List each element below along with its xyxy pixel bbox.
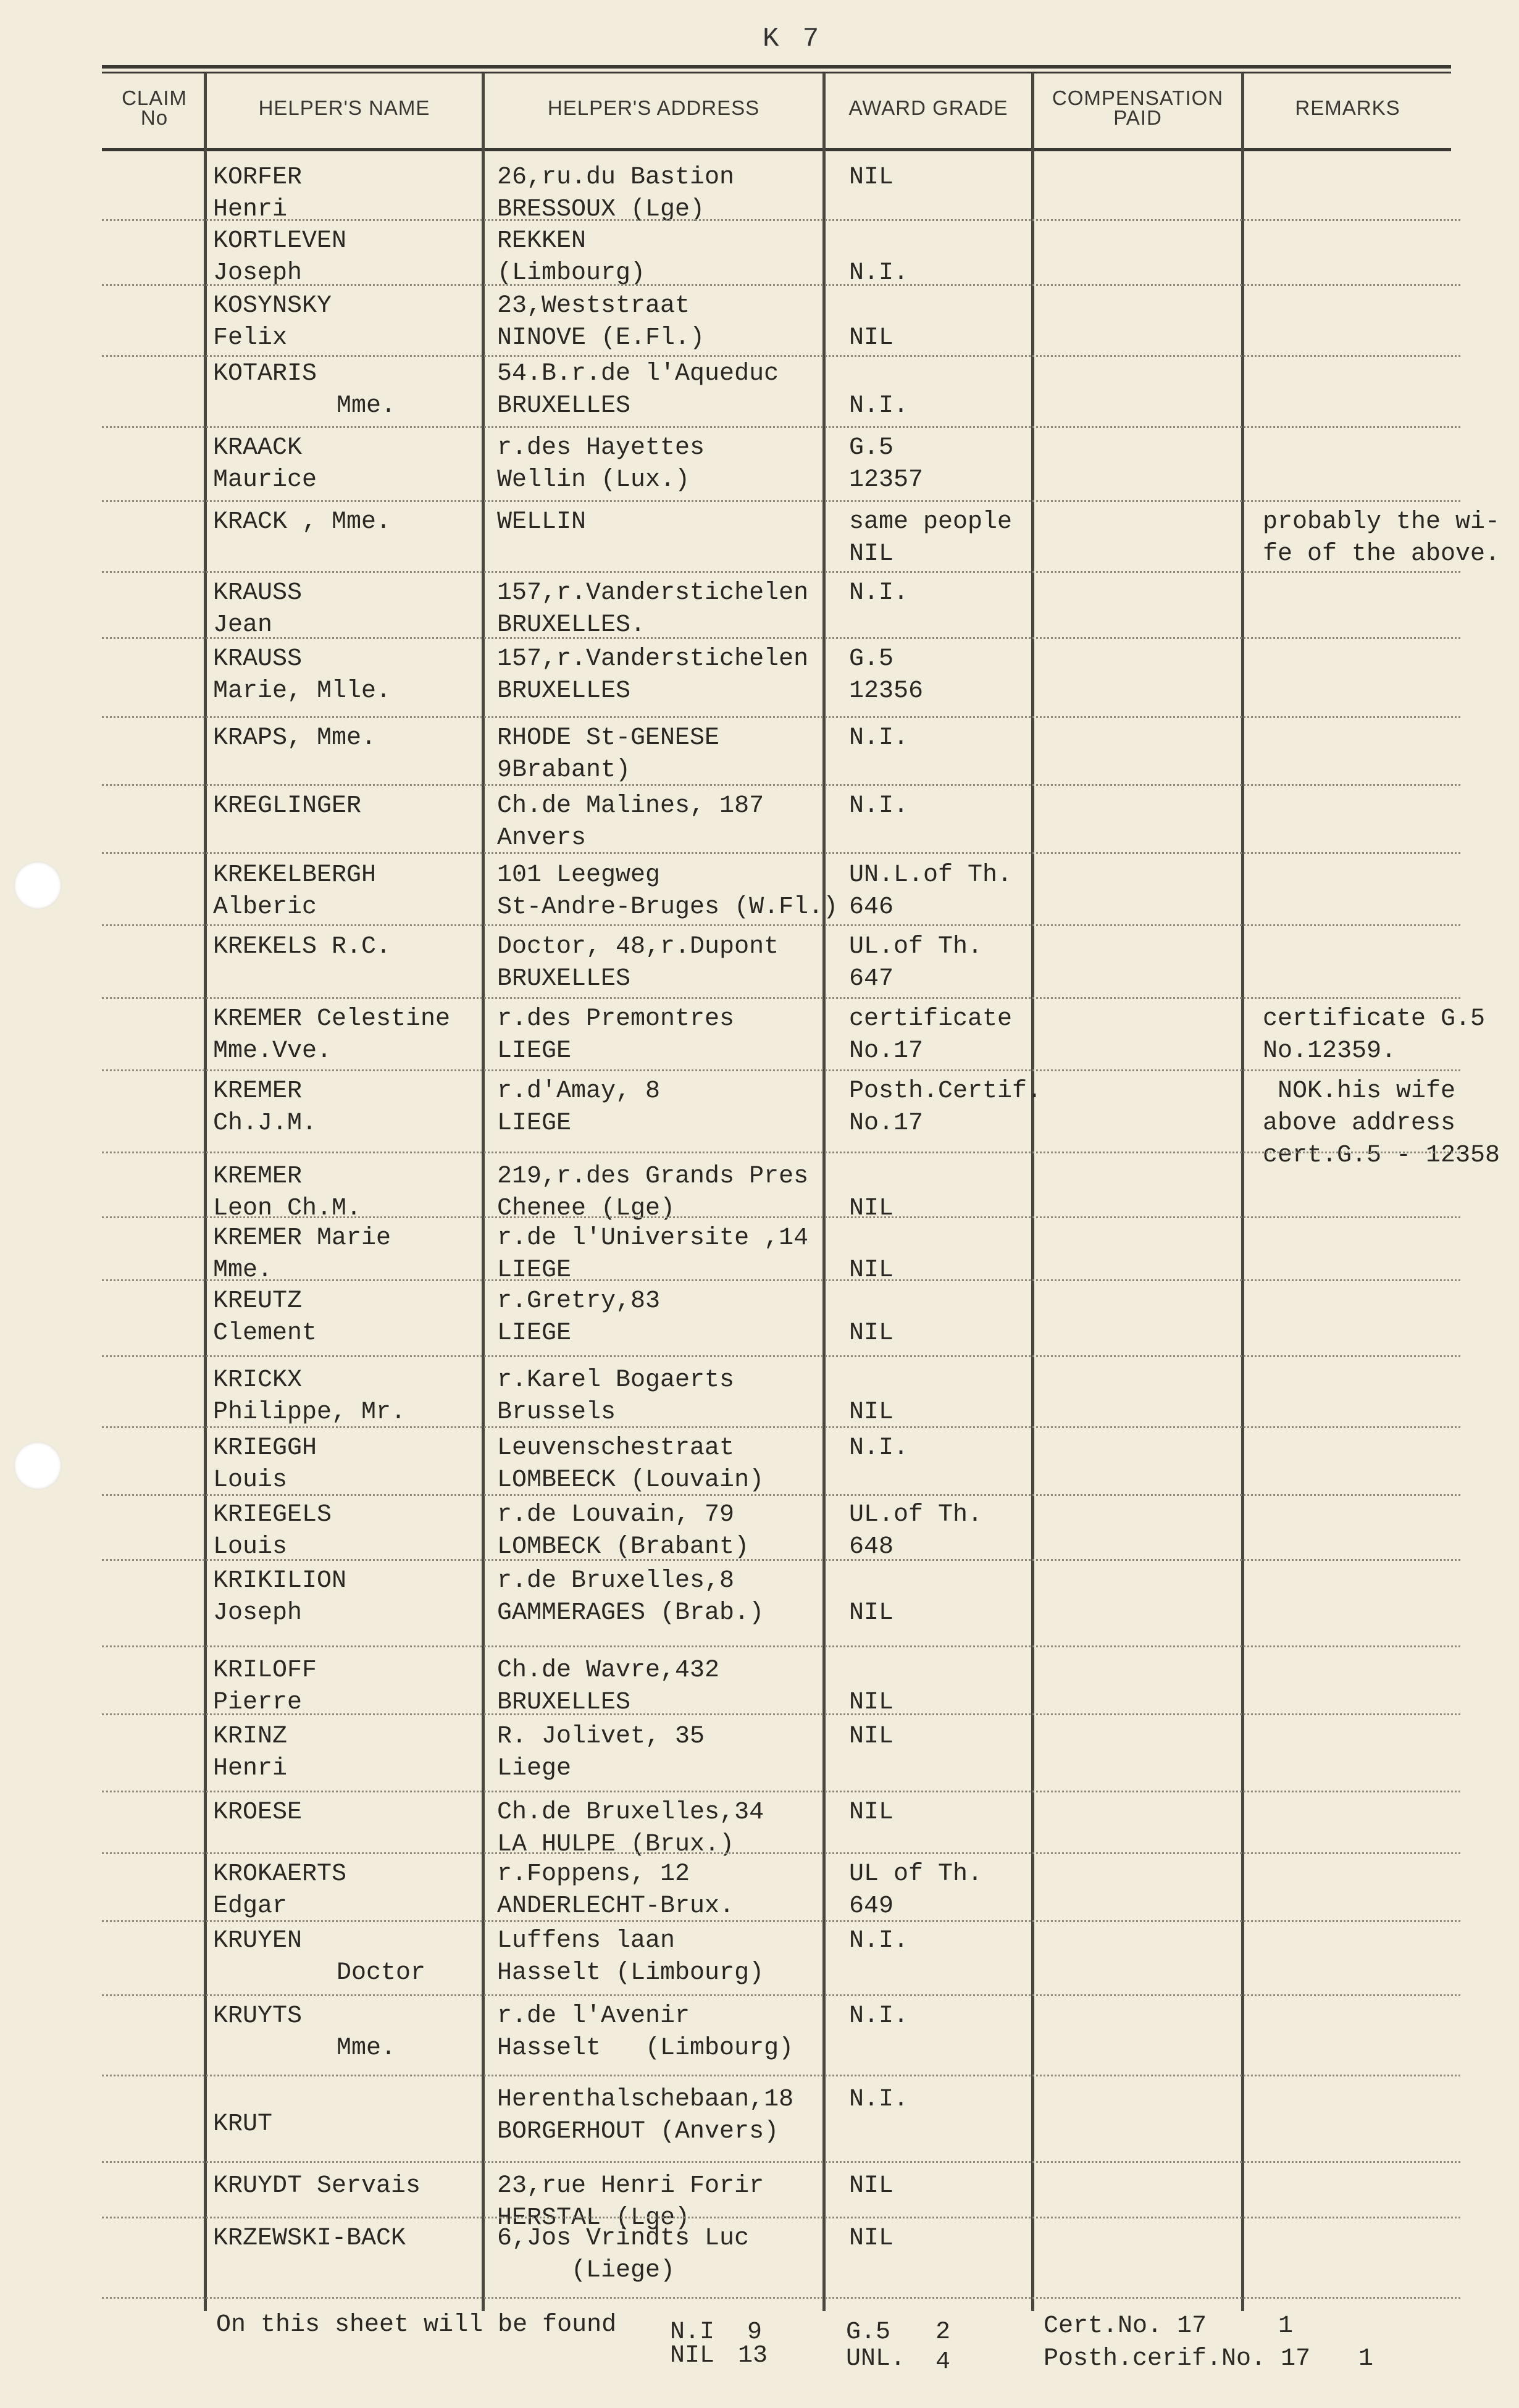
table-row	[0, 1655, 1519, 1716]
row-separator	[102, 2217, 1460, 2218]
award-grade: N.I.	[849, 1434, 909, 1462]
helper-address: BRUXELLES	[497, 392, 631, 420]
helper-name: Felix	[213, 324, 288, 352]
award-grade: NIL	[849, 164, 894, 191]
helper-name: KRUYTS	[213, 2002, 303, 2030]
helper-name: Mme.Vve.	[213, 1037, 332, 1065]
helper-name: Doctor	[337, 1959, 426, 1987]
table-row	[0, 1499, 1519, 1559]
helper-name: KRIKILION	[213, 1567, 347, 1595]
helper-address: NINOVE (E.Fl.)	[497, 324, 705, 352]
helper-name: KRIEGGH	[213, 1434, 317, 1462]
helper-address: 157,r.Vanderstichelen	[497, 645, 809, 673]
row-separator	[102, 284, 1460, 286]
helper-address: BRUXELLES	[497, 677, 631, 705]
award-grade: 649	[849, 1892, 894, 1920]
row-separator	[102, 1645, 1460, 1647]
award-grade: N.I.	[849, 392, 909, 420]
helper-name: KRAUSS	[213, 645, 303, 673]
row-separator	[102, 1279, 1460, 1281]
helper-name: KOTARIS	[213, 360, 317, 388]
award-grade: N.I.	[849, 724, 909, 752]
helper-address: LIEGE	[497, 1037, 572, 1065]
header-claim-no: CLAIM No	[122, 86, 187, 129]
helper-name: Henri	[213, 1755, 288, 1783]
helper-name: Maurice	[213, 466, 317, 494]
table-row	[0, 2000, 1519, 2075]
award-grade: NIL	[849, 1689, 894, 1716]
table-row	[0, 859, 1519, 924]
helper-address: 26,ru.du Bastion	[497, 164, 735, 191]
helper-name: Philippe, Mr.	[213, 1398, 406, 1426]
remarks: above address	[1263, 1110, 1456, 1137]
award-grade: NIL	[849, 1799, 894, 1826]
table-row	[0, 722, 1519, 784]
helper-name: KREKELS R.C.	[213, 933, 391, 961]
helper-address: Brussels	[497, 1398, 616, 1426]
award-grade: N.I.	[849, 792, 909, 820]
award-grade: N.I.	[849, 259, 909, 287]
helper-address: BORGERHOUT (Anvers)	[497, 2118, 779, 2146]
table-row	[0, 1003, 1519, 1069]
award-grade: 648	[849, 1533, 894, 1561]
row-separator	[102, 571, 1460, 573]
table-row	[0, 2170, 1519, 2232]
page-code: K 7	[763, 23, 823, 54]
award-grade: certificate	[849, 1005, 1013, 1033]
helper-name: KRAUSS	[213, 579, 303, 607]
award-grade: N.I.	[849, 2086, 909, 2113]
helper-address: 23,Weststraat	[497, 292, 690, 320]
table-row	[0, 1721, 1519, 1791]
table-row	[0, 1286, 1519, 1355]
footer-g5-label: G.5	[846, 2318, 891, 2346]
row-separator	[102, 1426, 1460, 1428]
header-compensation-paid: COMPENSATION PAID	[1052, 86, 1224, 129]
table-row	[0, 790, 1519, 852]
helper-name: Marie, Mlle.	[213, 677, 391, 705]
award-grade: No.17	[849, 1110, 924, 1137]
award-grade: NIL	[849, 1398, 894, 1426]
helper-address: ANDERLECHT-Brux.	[497, 1892, 735, 1920]
footer-unl-count: 4	[935, 2348, 951, 2376]
remarks: certificate G.5	[1263, 1005, 1486, 1033]
helper-name: Ch.J.M.	[213, 1110, 317, 1137]
row-separator	[102, 2075, 1460, 2076]
helper-name: KRINZ	[213, 1723, 288, 1750]
helper-address: Chenee (Lge)	[497, 1195, 676, 1223]
helper-address: Luffens laan	[497, 1927, 676, 1955]
helper-address: r.d'Amay, 8	[497, 1077, 661, 1105]
helper-address: Ch.de Wavre,432	[497, 1657, 720, 1684]
award-grade: N.I.	[849, 2002, 909, 2030]
row-separator	[102, 1069, 1460, 1071]
footer-posth-count: 1	[1358, 2345, 1374, 2373]
row-separator	[102, 2297, 1460, 2299]
row-separator	[102, 716, 1460, 718]
helper-address: REKKEN	[497, 227, 587, 255]
helper-address: 101 Leegweg	[497, 861, 661, 889]
helper-address: Leuvenschestraat	[497, 1434, 735, 1462]
helper-address: R. Jolivet, 35	[497, 1723, 705, 1750]
remarks: probably the wi-	[1263, 508, 1500, 536]
helper-name: KRICKX	[213, 1366, 303, 1394]
table-row	[0, 162, 1519, 224]
award-grade: 647	[849, 965, 894, 993]
helper-address: Wellin (Lux.)	[497, 466, 690, 494]
helper-address: r.Gretry,83	[497, 1287, 661, 1315]
award-grade: UL of Th.	[849, 1860, 983, 1888]
helper-address: BRUXELLES	[497, 965, 631, 993]
table-row	[0, 225, 1519, 287]
helper-address: r.de Louvain, 79	[497, 1501, 735, 1529]
table-row	[0, 2084, 1519, 2161]
helper-name: Louis	[213, 1466, 288, 1494]
helper-name: Henri	[213, 196, 288, 224]
award-grade: G.5	[849, 434, 894, 462]
footer-g5-count: 2	[935, 2318, 951, 2346]
header-helper-name: HELPER'S NAME	[258, 96, 430, 119]
helper-name: KRZEWSKI-BACK	[213, 2225, 406, 2252]
helper-address: LIEGE	[497, 1256, 572, 1284]
remarks: cert.G.5 - 12358	[1263, 1142, 1500, 1169]
helper-name: Edgar	[213, 1892, 288, 1920]
award-grade: NIL	[849, 2225, 894, 2252]
helper-name: KRACK , Mme.	[213, 508, 391, 536]
row-separator	[102, 997, 1460, 999]
helper-address: 23,rue Henri Forir	[497, 2172, 764, 2200]
helper-address: r.Karel Bogaerts	[497, 1366, 735, 1394]
table-row	[0, 577, 1519, 637]
row-separator	[102, 1994, 1460, 1996]
award-grade: NIL	[849, 1195, 894, 1223]
footer-posth-label: Posth.cerif.No. 17	[1044, 2345, 1311, 2373]
helper-address: LOMBECK (Brabant)	[497, 1533, 750, 1561]
award-grade: N.I.	[849, 1927, 909, 1955]
helper-name: KRAACK	[213, 434, 303, 462]
table-row	[0, 1365, 1519, 1426]
helper-address: GAMMERAGES (Brab.)	[497, 1599, 764, 1627]
helper-address: LA HULPE (Brux.)	[497, 1831, 735, 1858]
table-row	[0, 931, 1519, 997]
table-row	[0, 506, 1519, 571]
row-separator	[102, 852, 1460, 854]
award-grade: UL.of Th.	[849, 1501, 983, 1529]
helper-name: Alberic	[213, 893, 317, 921]
helper-address: Doctor, 48,r.Dupont	[497, 933, 779, 961]
award-grade: 12356	[849, 677, 924, 705]
helper-name: Mme.	[337, 2034, 396, 2062]
row-separator	[102, 1216, 1460, 1218]
helper-address: LIEGE	[497, 1110, 572, 1137]
helper-name: Clement	[213, 1319, 317, 1347]
table-row	[0, 643, 1519, 716]
helper-address: 54.B.r.de l'Aqueduc	[497, 360, 779, 388]
helper-address: HERSTAL (Lge)	[497, 2204, 690, 2232]
award-grade: UL.of Th.	[849, 933, 983, 961]
helper-name: KREMER Marie	[213, 1224, 391, 1252]
award-grade: N.I.	[849, 579, 909, 607]
award-grade: NIL	[849, 1599, 894, 1627]
helper-name: KRILOFF	[213, 1657, 317, 1684]
award-grade: NIL	[849, 540, 894, 568]
footer-cert-label: Cert.No. 17	[1044, 2312, 1207, 2340]
footer-ni-label: N.I	[670, 2318, 715, 2346]
award-grade: No.17	[849, 1037, 924, 1065]
helper-address: r.de Bruxelles,8	[497, 1567, 735, 1595]
table-row	[0, 1223, 1519, 1284]
helper-address: Liege	[497, 1755, 572, 1783]
helper-address: Herenthalschebaan,18	[497, 2086, 794, 2113]
helper-address: St-Andre-Bruges (W.Fl.)	[497, 893, 839, 921]
award-grade: Posth.Certif.	[849, 1077, 1042, 1105]
helper-address: LIEGE	[497, 1319, 572, 1347]
award-grade: 646	[849, 893, 894, 921]
footer-ni-count: 9	[747, 2318, 763, 2346]
helper-address: Ch.de Bruxelles,34	[497, 1799, 764, 1826]
helper-name: Pierre	[213, 1689, 303, 1716]
award-grade: G.5	[849, 645, 894, 673]
table-row	[0, 1076, 1519, 1169]
helper-name: KREKELBERGH	[213, 861, 377, 889]
table-row	[0, 1432, 1519, 1494]
helper-name: KRUYEN	[213, 1927, 303, 1955]
remarks: No.12359.	[1263, 1037, 1397, 1065]
award-grade: same people	[849, 508, 1013, 536]
footer-unl-label: UNL.	[846, 2345, 906, 2373]
table-row	[0, 1565, 1519, 1645]
row-separator	[102, 1713, 1460, 1715]
helper-address: Hasselt (Limbourg)	[497, 1959, 764, 1987]
row-separator	[102, 355, 1460, 357]
row-separator	[102, 500, 1460, 502]
award-grade: 12357	[849, 466, 924, 494]
row-separator	[102, 1791, 1460, 1792]
helper-name: Leon Ch.M.	[213, 1195, 362, 1223]
award-grade: NIL	[849, 2172, 894, 2200]
helper-name: Joseph	[213, 1599, 303, 1627]
helper-name: KREMER Celestine	[213, 1005, 451, 1033]
row-separator	[102, 1152, 1460, 1153]
award-grade: NIL	[849, 1723, 894, 1750]
row-separator	[102, 637, 1460, 639]
award-grade: UN.L.of Th.	[849, 861, 1013, 889]
helper-address: r.Foppens, 12	[497, 1860, 690, 1888]
header-remarks: REMARKS	[1295, 96, 1400, 119]
helper-name: Louis	[213, 1533, 288, 1561]
footer-cert-count: 1	[1278, 2312, 1294, 2340]
helper-name: KORTLEVEN	[213, 227, 347, 255]
footer-nil-count: 13	[738, 2342, 768, 2370]
helper-name: KORFER	[213, 164, 303, 191]
helper-address: (Liege)	[497, 2257, 676, 2285]
table-row	[0, 1925, 1519, 1994]
helper-name: Mme.	[213, 1256, 273, 1284]
award-grade: NIL	[849, 324, 894, 352]
helper-name: KROESE	[213, 1799, 303, 1826]
row-separator	[102, 219, 1460, 221]
helper-address: WELLIN	[497, 508, 587, 536]
helper-address: (Limbourg)	[497, 259, 646, 287]
helper-address: r.de l'Universite ,14	[497, 1224, 809, 1252]
footer-lead: On this sheet will be found	[216, 2311, 617, 2339]
helper-address: 9Brabant)	[497, 756, 631, 784]
helper-name: KROKAERTS	[213, 1860, 347, 1888]
helper-name: KREMER	[213, 1163, 303, 1190]
table-row	[0, 2223, 1519, 2297]
row-separator	[102, 924, 1460, 926]
row-separator	[102, 1852, 1460, 1854]
helper-address: Hasselt (Limbourg)	[497, 2034, 794, 2062]
helper-address: Ch.de Malines, 187	[497, 792, 764, 820]
row-separator	[102, 784, 1460, 786]
helper-address: 157,r.Vanderstichelen	[497, 579, 809, 607]
helper-name: KREGLINGER	[213, 792, 362, 820]
helper-address: r.des Hayettes	[497, 434, 705, 462]
helper-address: BRESSOUX (Lge)	[497, 196, 705, 224]
award-grade: NIL	[849, 1319, 894, 1347]
row-separator	[102, 1355, 1460, 1357]
helper-name: KRAPS, Mme.	[213, 724, 377, 752]
row-separator	[102, 2161, 1460, 2163]
table-row	[0, 1161, 1519, 1223]
helper-address: r.des Premontres	[497, 1005, 735, 1033]
helper-address: LOMBEECK (Louvain)	[497, 1466, 764, 1494]
helper-address: RHODE St-GENESE	[497, 724, 720, 752]
helper-name: Jean	[213, 611, 273, 639]
helper-name: KRUT	[213, 2110, 273, 2138]
helper-address: 219,r.des Grands Pres	[497, 1163, 809, 1190]
helper-address: Anvers	[497, 824, 587, 852]
header-award-grade: AWARD GRADE	[848, 96, 1008, 119]
helper-name: KOSYNSKY	[213, 292, 332, 320]
remarks: NOK.his wife	[1263, 1077, 1456, 1105]
helper-address: 6,Jos Vrindts Luc	[497, 2225, 750, 2252]
header-helper-address: HELPER'S ADDRESS	[547, 96, 760, 119]
helper-name: KRIEGELS	[213, 1501, 332, 1529]
footer-nil-label: NIL	[670, 2342, 715, 2370]
helper-address: BRUXELLES.	[497, 611, 646, 639]
helper-name: Mme.	[337, 392, 396, 420]
row-separator	[102, 426, 1460, 428]
table-row	[0, 1797, 1519, 1858]
table-row	[0, 358, 1519, 426]
table-row	[0, 290, 1519, 355]
table-row	[0, 1858, 1519, 1920]
helper-name: KREUTZ	[213, 1287, 303, 1315]
helper-name: Joseph	[213, 259, 303, 287]
row-separator	[102, 1494, 1460, 1496]
helper-name: KREMER	[213, 1077, 303, 1105]
table-row	[0, 432, 1519, 500]
award-grade: NIL	[849, 1256, 894, 1284]
row-separator	[102, 1559, 1460, 1561]
helper-address: BRUXELLES	[497, 1689, 631, 1716]
header-bottom-rule	[102, 148, 1451, 151]
row-separator	[102, 1920, 1460, 1922]
helper-name: KRUYDT Servais	[213, 2172, 421, 2200]
remarks: fe of the above.	[1263, 540, 1500, 568]
helper-address: r.de l'Avenir	[497, 2002, 690, 2030]
